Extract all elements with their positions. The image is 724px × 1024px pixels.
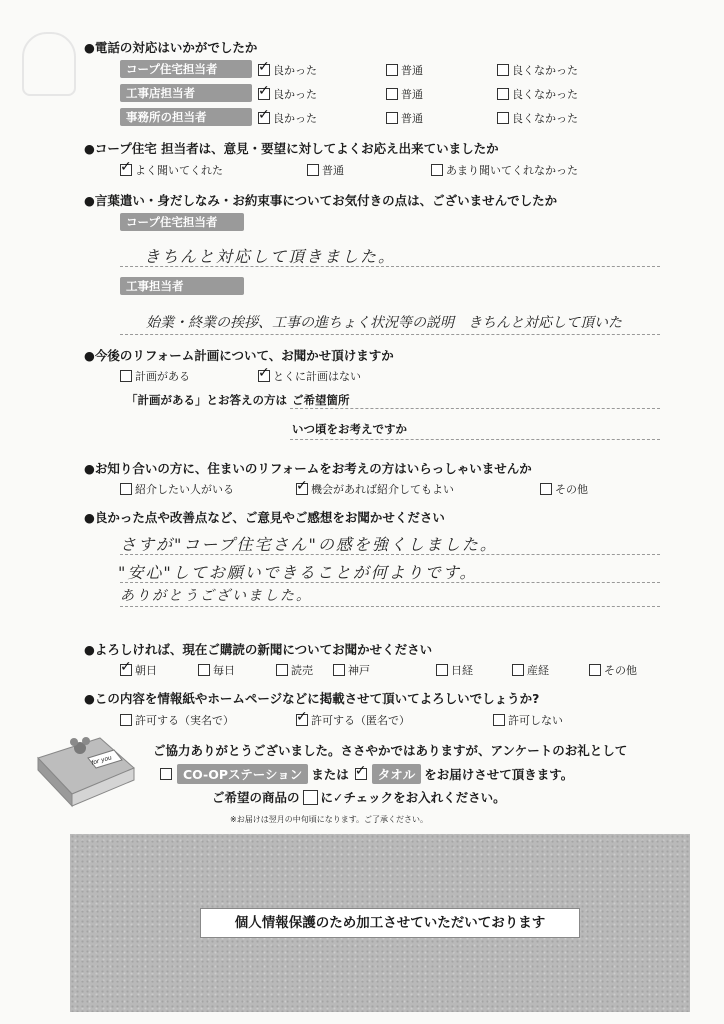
q2-listened-well[interactable]: ✓ よく聞いてくれた	[120, 162, 223, 178]
privacy-notice-label: 個人情報保護のため加工させていただいております	[200, 908, 580, 938]
checkbox-icon[interactable]	[386, 112, 398, 124]
checkbox-icon[interactable]	[258, 112, 270, 124]
gift-instruction-part1: ご希望の商品の	[212, 790, 300, 805]
q7-kobe[interactable]: 神戸	[333, 662, 370, 678]
gift-choice-row	[160, 764, 573, 784]
checkbox-icon[interactable]	[436, 664, 448, 676]
q2-normal[interactable]: 普通	[307, 162, 344, 178]
q1-row2-good[interactable]: ✓ 良かった	[258, 86, 317, 102]
question-feedback: ●良かった点や改善点など、ご意見やご感想をお聞かせください	[84, 510, 445, 525]
checkbox-icon[interactable]	[296, 483, 308, 495]
q4-no-plan[interactable]: ✓ とくに計画はない	[258, 368, 361, 384]
question-reform-plan: ●今後のリフォーム計画について、お聞かせ頂けますか	[84, 348, 394, 363]
q5-may-introduce[interactable]: ✓ 機会があれば紹介してもよい	[296, 481, 454, 497]
q7-mainichi[interactable]: 毎日	[198, 662, 235, 678]
q3-construction-staff-label: 工事担当者	[120, 277, 244, 295]
answer-line	[120, 606, 660, 607]
q3-construction-staff-answer: 始業・終業の挨拶、工事の進ちょく状況等の説明 きちんと対応して頂いた	[146, 315, 622, 331]
gift-instruction-part2: に	[320, 790, 334, 805]
q5-other[interactable]: その他	[540, 481, 588, 497]
gift-instruction-row	[212, 788, 506, 806]
q8-allow-anonymous[interactable]: ✓ 許可する（匿名で）	[296, 712, 410, 728]
checkbox-icon[interactable]	[589, 664, 601, 676]
checkbox-icon[interactable]	[497, 112, 509, 124]
checkbox-icon[interactable]	[258, 370, 270, 382]
q1-row3-label: 事務所の担当者	[120, 108, 252, 126]
when-line[interactable]	[290, 439, 660, 440]
q4-location-field-label: ご希望箇所	[292, 393, 350, 407]
mascot-illustration	[22, 32, 76, 96]
q7-nikkei[interactable]: 日経	[436, 662, 473, 678]
q8-allow-real-name[interactable]: 許可する（実名で）	[120, 712, 234, 728]
q8-disallow[interactable]: 許可しない	[493, 712, 563, 728]
q1-row1-bad[interactable]: 良くなかった	[497, 62, 578, 78]
question-referral: ●お知り合いの方に、住まいのリフォームをお考えの方はいらっしゃいませんか	[84, 461, 532, 476]
q6-feedback-line1: さすが"コープ住宅さん"の感を強くしました。	[120, 535, 498, 554]
towel-option[interactable]: タオル	[372, 764, 422, 784]
answer-line	[120, 554, 660, 555]
checkbox-icon[interactable]	[493, 714, 505, 726]
q1-row1-label: コープ住宅担当者	[120, 60, 252, 78]
q1-row3-normal[interactable]: 普通	[386, 110, 423, 126]
q1-row1-normal[interactable]: 普通	[386, 62, 423, 78]
q4-has-plan[interactable]: 計画がある	[120, 368, 190, 384]
checkbox-icon[interactable]	[296, 714, 308, 726]
checkbox-icon[interactable]	[120, 664, 132, 676]
checkbox-icon[interactable]	[497, 64, 509, 76]
checkbox-icon[interactable]	[307, 164, 319, 176]
gift-tag-text: for you	[90, 754, 113, 767]
q1-row3-good[interactable]: ✓ 良かった	[258, 110, 317, 126]
answer-line	[120, 582, 660, 583]
checkbox-icon[interactable]	[258, 88, 270, 100]
question-listening: ●コープ住宅 担当者は、意見・要望に対してよくお応え出来ていましたか	[84, 141, 499, 156]
question-phone: ●電話の対応はいかがでしたか	[84, 40, 258, 55]
q7-other[interactable]: その他	[589, 662, 637, 678]
towel-checkbox[interactable]	[355, 768, 367, 780]
coop-station-option[interactable]: CO-OPステーション	[177, 764, 308, 784]
checkbox-icon[interactable]	[333, 664, 345, 676]
q2-not-listened[interactable]: あまり聞いてくれなかった	[431, 162, 578, 178]
q7-asahi[interactable]: ✓ 朝日	[120, 662, 157, 678]
q7-sankei[interactable]: 産経	[512, 662, 549, 678]
checkbox-icon[interactable]	[540, 483, 552, 495]
q1-row3-bad[interactable]: 良くなかった	[497, 110, 578, 126]
checkbox-icon[interactable]	[120, 370, 132, 382]
checkbox-icon[interactable]	[276, 664, 288, 676]
location-line[interactable]	[290, 408, 660, 409]
gift-delivery-text: をお届けさせて頂きます。	[424, 767, 574, 782]
answer-line	[120, 334, 660, 335]
q4-when-field-label: いつ頃をお考えですか	[292, 422, 407, 436]
checkbox-icon[interactable]	[386, 88, 398, 100]
sample-checkbox-icon	[303, 790, 318, 805]
q5-want-introduce[interactable]: 紹介したい人がいる	[120, 481, 234, 497]
checkbox-icon[interactable]	[198, 664, 210, 676]
checkbox-icon[interactable]	[497, 88, 509, 100]
q7-yomiuri[interactable]: 読売	[276, 662, 313, 678]
checkbox-icon[interactable]	[512, 664, 524, 676]
checkbox-icon[interactable]	[431, 164, 443, 176]
gift-or-text: または	[311, 767, 349, 782]
gift-instruction-part3: ✓チェックをお入れください。	[333, 790, 506, 805]
q3-coop-staff-label: コープ住宅担当者	[120, 213, 244, 231]
question-publish-permission: ●この内容を情報紙やホームページなどに掲載させて頂いてよろしいでしょうか?	[84, 691, 540, 706]
q1-row2-normal[interactable]: 普通	[386, 86, 423, 102]
q6-feedback-line3: ありがとうございました。	[120, 588, 312, 604]
q1-row1-good[interactable]: ✓ 良かった	[258, 62, 317, 78]
checkbox-icon[interactable]	[258, 64, 270, 76]
gift-thanks-text: ご協力ありがとうございました。ささやかではありますが、アンケートのお礼として	[153, 743, 628, 758]
q6-feedback-line2: "安心"してお願いできることが何よりです。	[118, 563, 478, 582]
delivery-note: ※お届けは翌月の中旬頃になります。ご了承ください。	[230, 815, 429, 824]
question-newspaper: ●よろしければ、現在ご購読の新聞についてお聞かせください	[84, 642, 433, 657]
q3-coop-staff-answer: きちんと対応して頂きました。	[144, 247, 397, 266]
checkbox-icon[interactable]	[120, 714, 132, 726]
question-manners: ●言葉遣い・身だしなみ・お約束事についてお気付きの点は、ございませんでしたか	[84, 193, 558, 208]
q1-row2-label: 工事店担当者	[120, 84, 252, 102]
answer-line	[120, 266, 660, 267]
gift-book-illustration	[30, 728, 142, 810]
checkbox-icon[interactable]	[386, 64, 398, 76]
q4-note: 「計画がある」とお答えの方は	[126, 393, 287, 407]
coop-station-checkbox[interactable]	[160, 768, 172, 780]
q1-row2-bad[interactable]: 良くなかった	[497, 86, 578, 102]
checkbox-icon[interactable]	[120, 164, 132, 176]
checkbox-icon[interactable]	[120, 483, 132, 495]
